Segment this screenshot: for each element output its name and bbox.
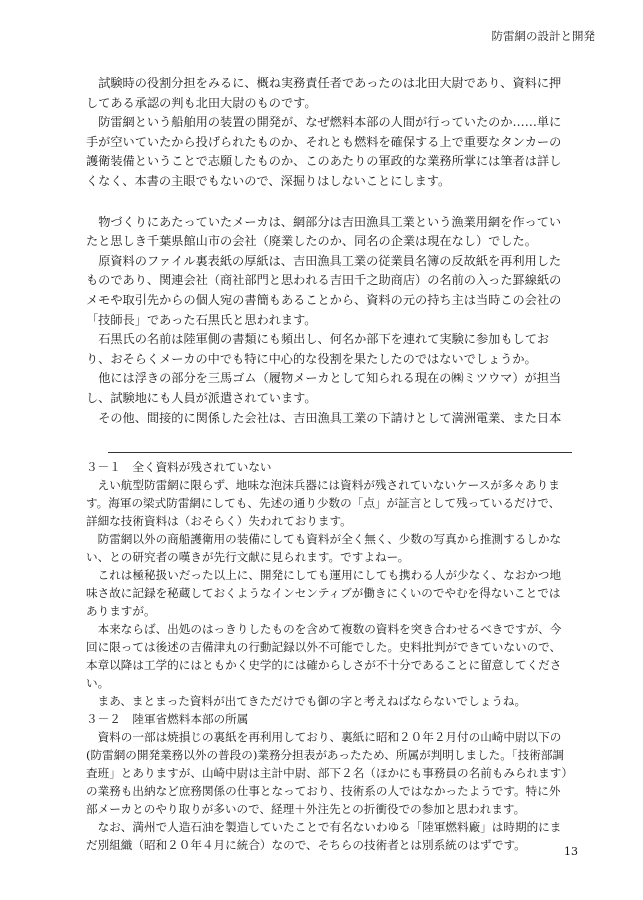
upper-body-text [86,74,570,428]
paragraph: えい航型防雷網に限らず、地味な泡沫兵器には資料が残されていないケースが多々あります。海軍の梁式防雷網にしても、先述の通り少数の「点」が証言として残っているだけで、詳細な技術資料は（おそらく）失われております。 [86,478,561,528]
paragraph: 防雷網という船舶用の装置の開発が、なぜ燃料本部の人間が行っていたのか……単に手が空いていたから投げられたものか、それとも燃料を確保する上で重要なタンカーの護衛装備ということで志願したものか、このあたりの軍政的な業務所掌には筆者は詳しくなく、本書の主眼でもないので、深掘りはしないことにします。 [86,115,562,188]
paragraph: 石黒氏の名前は陸軍側の書類にも頻出し、何名か部下を連れて実験に参加もしており、おそらくメーカの中でも特に中心的な役割を果たしたのではないでしょうか。 [86,332,550,366]
section-heading-3-1: ３－１ 全く資料が残されていない [86,460,272,474]
lower-body-text [86,458,570,854]
paragraph: 他には浮きの部分を三馬ゴム（履物メーカとして知られる現在の㈱ミツウマ）が担当し、試験地にも人員が派遣されています。 [86,371,562,405]
page-number: 13 [564,845,578,858]
section-heading-3-2: ３－２ 陸軍省燃料本部の所属 [86,712,249,726]
paragraph: これは極秘扱いだった以上に、開発にしても運用にしても携わる人が少なく、なおかつ地味さ故に記録を秘蔵しておくようなインセンティブが働きにくいのでやむを得ないことではありますが。 [86,568,562,618]
paragraph-gap [86,192,570,213]
running-header: 防雷網の設計と開発 [491,29,595,43]
paragraph: その他、間接的に関係した会社は、吉田漁具工業の下請けとして満洲電業、また日本 [98,410,562,425]
paragraph: なお、満州で人造石油を製造していたことで有名ないわゆる「陸軍燃料廠」は時期的にまだ別組織（昭和２０年４月に統合）なので、そちらの技術者とは別系統のはずです。 [86,820,562,852]
section-divider [108,452,572,453]
paragraph: 資料の一部は焼損じの裏紙を再利用しており、裏紙に昭和２０年２月付の山崎中尉以下の(防雷網の開発業務以外の普段の)業務分担表があったため、所属が判明しました。「技術部調査班」とありますが、山崎中尉は主計中尉、部下２名（ほかにも事務員の名前もみられます）の業務も出納など庶務関係の仕事となっており、技術系の人ではなかったようです。特に外部メーカとのやり取りが多いので、経理＋外注先との折衝役での参加と思われます。 [86,730,568,816]
paragraph: 防雷網以外の商船護衛用の装備にしても資料が全く無く、少数の写真から推測するしかない、との研究者の嘆きが先行文献に見られます。ですよねー。 [86,532,562,564]
paragraph: 試験時の役割分担をみるに、概ね実務責任者であったのは北田大尉であり、資料に押してある承認の判も北田大尉のものです。 [86,76,562,110]
paragraph: まあ、まとまった資料が出てきただけでも御の字と考えねばならないでしょうね。 [97,694,527,708]
paragraph: 物づくりにあたっていたメーカは、網部分は吉田漁具工業という漁業用網を作っていたと思しき千葉県館山市の会社（廃業したのか、同名の企業は現在なし）でした。 [86,214,562,249]
paragraph: 本来ならば、出処のはっきりしたものを含めて複数の資料を突き合わせるべきですが、今回に限っては後述の吉備津丸の行動記録以外不可能でした。史料批判ができていないので、本章以降は工学的にはともかく史学的には確からしさが不十分であることに留意してください。 [86,622,562,690]
paragraph: 原資料のファイル裏表紙の厚紙は、吉田漁具工業の従業員名簿の反故紙を再利用したものであり、関連会社（商社部門と思われる吉田千之助商店）の名前の入った罫線紙のメモや取引先からの個人宛の書簡もあることから、資料の元の持ち主は当時この会社の「技師長」であった石黒氏と思われます。 [86,253,562,327]
